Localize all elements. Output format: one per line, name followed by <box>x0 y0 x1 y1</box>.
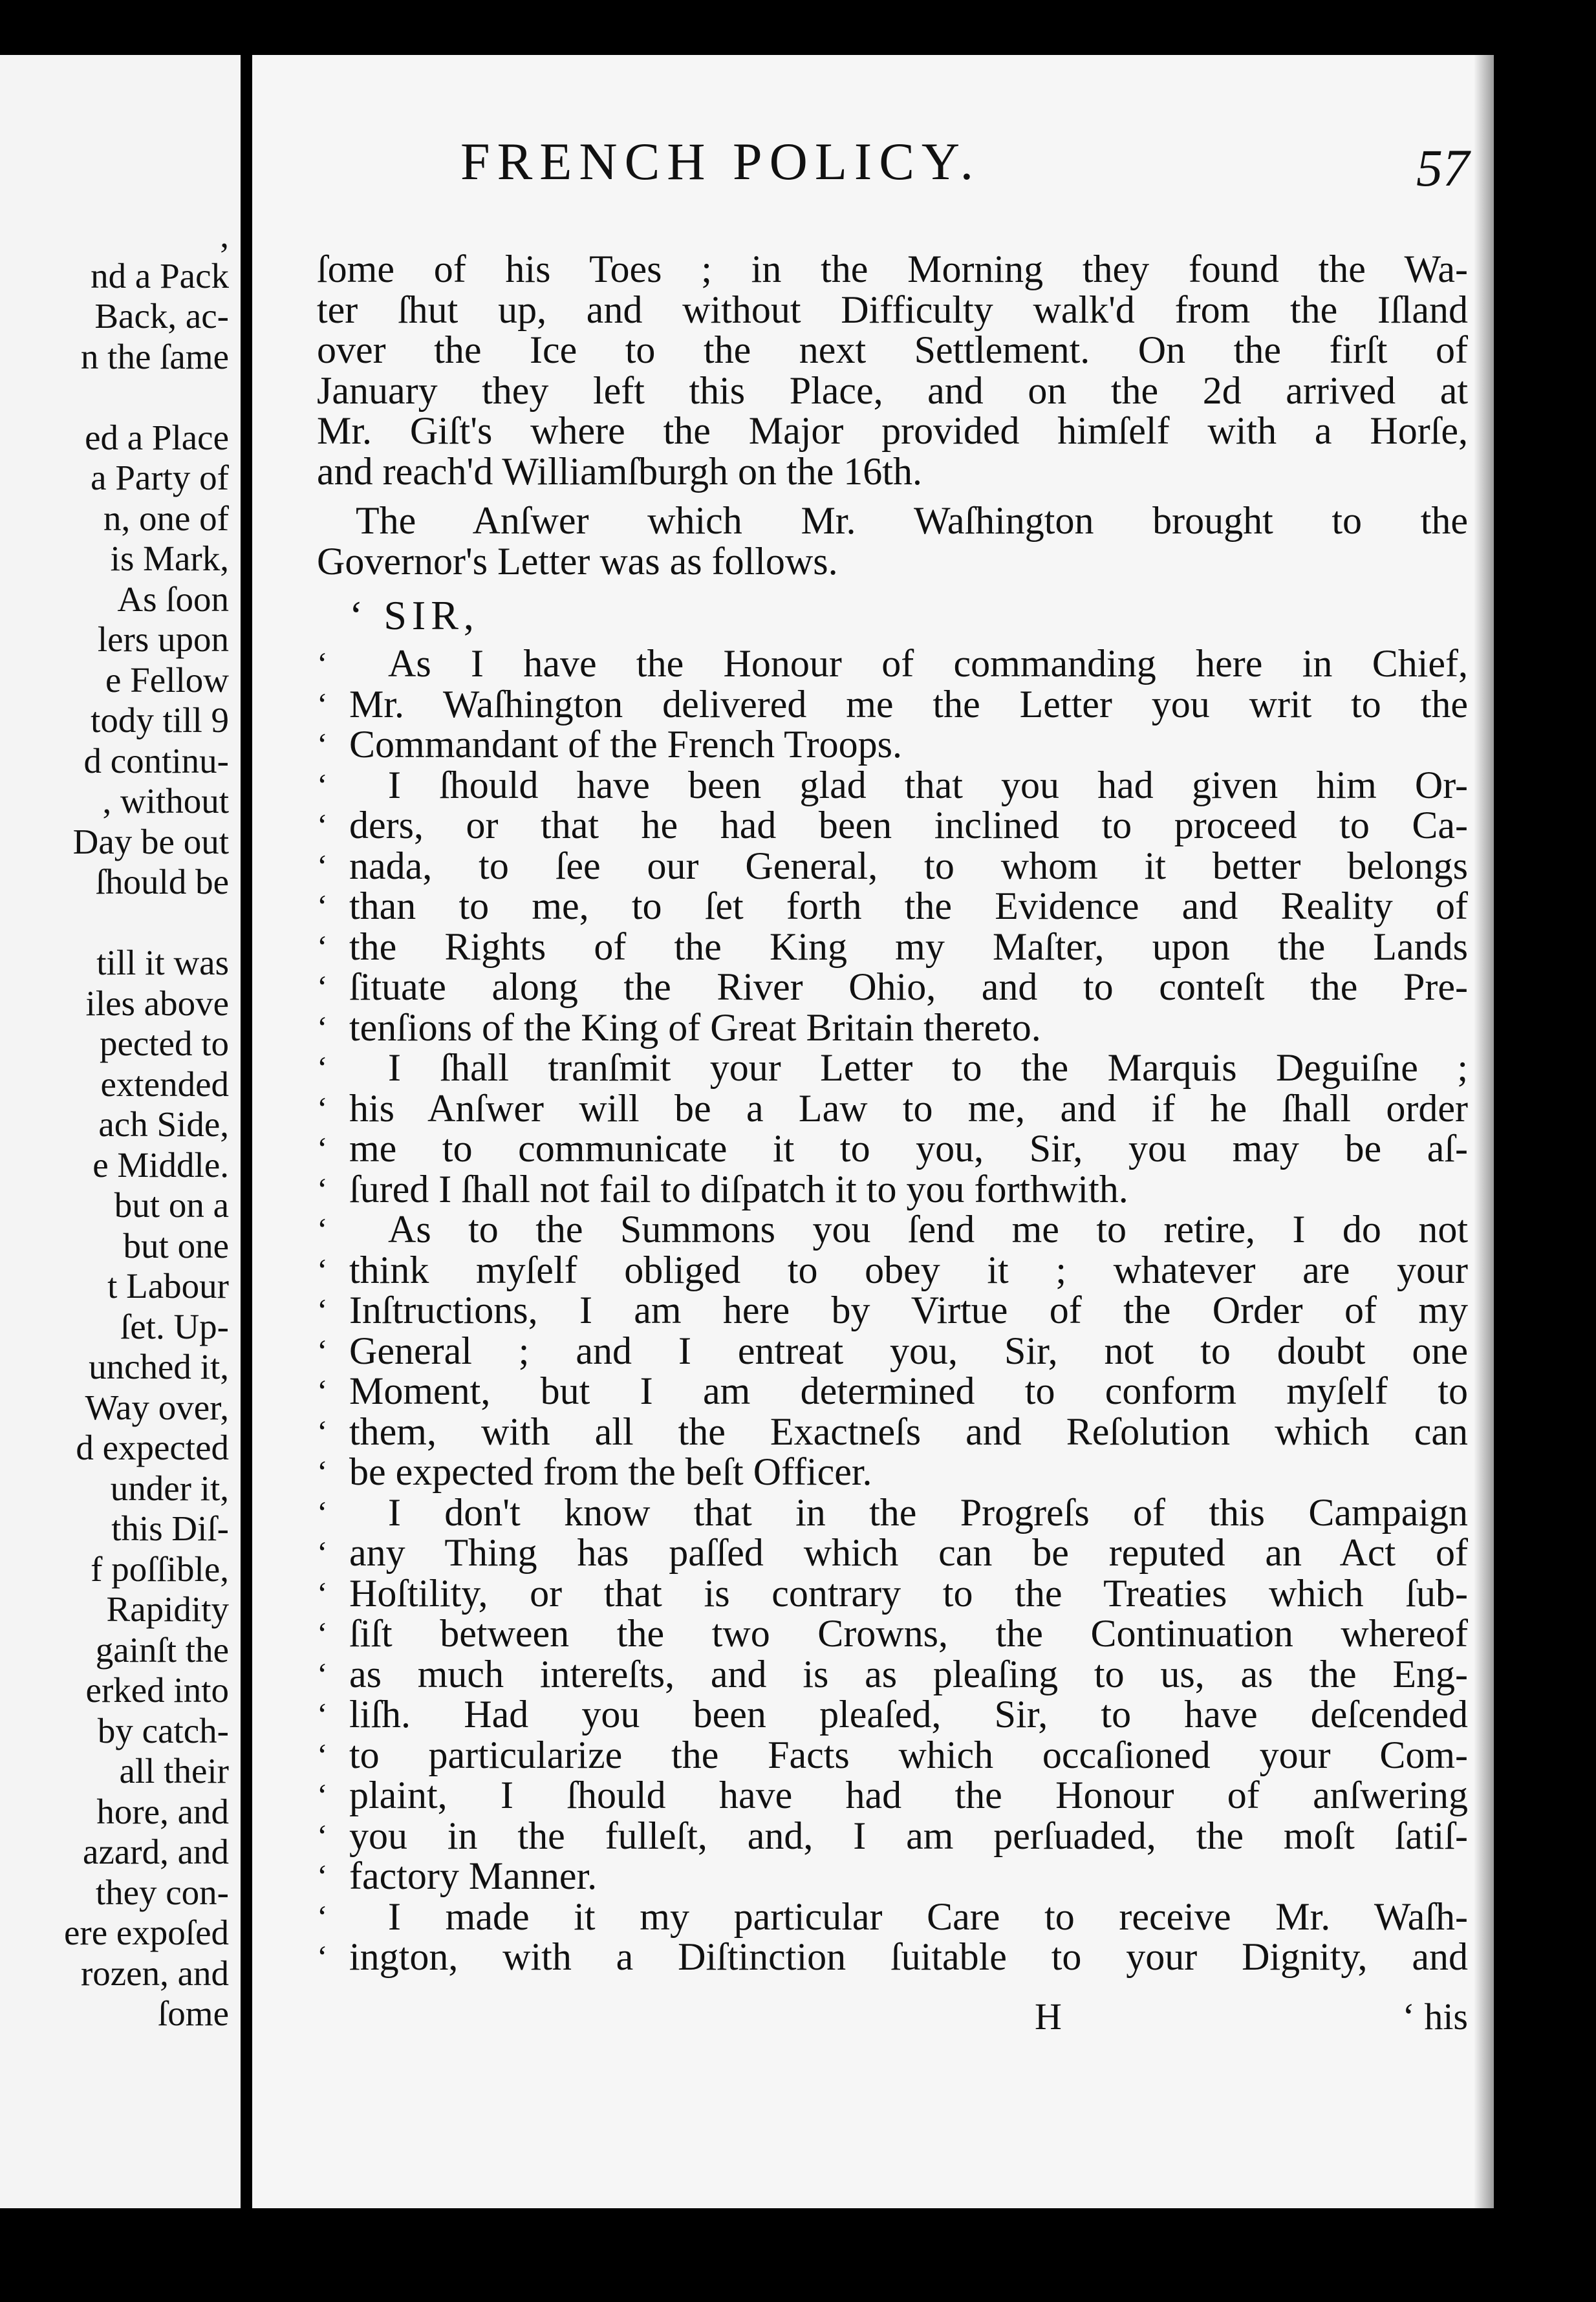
quote-mark: ‘ <box>317 969 328 1005</box>
letter-line <box>317 1128 1468 1169</box>
left-line: Back, ac- <box>94 296 229 336</box>
quote-mark: ‘ <box>317 888 328 924</box>
letter-line-text: I ſhall tranſmit your Letter to the Marquis Deguiſne ; <box>388 1046 1468 1089</box>
left-page <box>0 55 241 2208</box>
left-line: but on a <box>114 1185 229 1225</box>
quote-mark: ‘ <box>317 1292 328 1328</box>
page-text <box>317 249 1468 1977</box>
letter-line-text: than to me, to ſet forth the Evidence and Reality of <box>349 885 1468 927</box>
quote-mark: ‘ <box>317 1332 328 1369</box>
letter-line <box>317 1533 1468 1573</box>
left-line: e Middle. <box>92 1145 229 1185</box>
left-line: n, one of <box>103 498 229 538</box>
left-line: unched it, <box>89 1347 229 1386</box>
letter-line <box>317 1897 1468 1937</box>
letter-line-text: plaint, I ſhould have had the Honour of anſwering <box>349 1774 1468 1816</box>
left-line: , <box>220 215 229 255</box>
letter-line-text: Moment, but I am determined to conform myſelf to <box>349 1370 1468 1412</box>
letter-line <box>317 967 1468 1007</box>
quote-mark: ‘ <box>317 1494 328 1531</box>
left-line: , without <box>102 781 229 821</box>
left-line: nd a Pack <box>91 255 229 296</box>
left-line: d continu- <box>83 740 229 780</box>
running-head: FRENCH POLICY. <box>460 132 981 191</box>
left-line: till it was <box>96 943 229 982</box>
letter-line <box>317 846 1468 887</box>
letter-line-text: tenſions of the King of Great Britain thereto. <box>349 1006 1041 1049</box>
letter-line <box>317 1654 1468 1695</box>
letter-line <box>317 1694 1468 1735</box>
left-line: e Fellow <box>105 660 229 700</box>
letter-line <box>317 1250 1468 1291</box>
quote-mark: ‘ <box>317 1090 328 1126</box>
quote-mark: ‘ <box>317 1211 328 1247</box>
text-line: and reach'd Williamſburgh on the 16th. <box>317 449 922 493</box>
letter-line-text: Hoſtility, or that is contrary to the Treaties which ſub- <box>349 1571 1468 1615</box>
letter-line-text: his Anſwer will be a Law to me, and if he ſhall order <box>349 1086 1468 1130</box>
left-line: ſhould be <box>95 862 229 901</box>
quote-mark: ‘ <box>317 807 328 843</box>
text-line: The Anſwer which Mr. Waſhington brought to the <box>356 499 1468 542</box>
letter-line <box>317 1412 1468 1452</box>
left-line: Rapidity <box>106 1589 229 1629</box>
right-page <box>252 55 1487 2208</box>
left-line: under it, <box>110 1468 229 1508</box>
letter-line-text: I made it my particular Care to receive Mr. Waſh- <box>388 1895 1468 1938</box>
letter-line-text: ders, or that he had been inclined to proceed to Ca- <box>349 804 1468 846</box>
quote-mark: ‘ <box>317 645 328 682</box>
quote-mark: ‘ <box>317 1655 328 1692</box>
letter-line-text: Commandant of the French Troops. <box>349 723 902 766</box>
left-line: t Labour <box>107 1266 229 1306</box>
letter-line <box>317 1452 1468 1492</box>
letter-line-text: any Thing has paſſed which can be reputed an Act of <box>349 1531 1468 1574</box>
page-footer <box>317 1995 1468 2040</box>
letter-line-text: think myſelf obliged to obey it ; whatever are your <box>349 1248 1468 1291</box>
letter-line <box>317 1816 1468 1856</box>
left-line: azard, and <box>83 1832 229 1871</box>
quote-mark: ‘ <box>317 1939 328 1975</box>
left-line: all their <box>119 1751 229 1791</box>
quote-mark: ‘ <box>317 1858 328 1894</box>
letter-line-text: ſiſt between the two Crowns, the Continuation whereof <box>349 1612 1468 1655</box>
letter-line-text: ington, with a Diſtinction ſuitable to your Dignity, and <box>349 1935 1468 1978</box>
letter-line <box>317 1735 1468 1776</box>
quote-mark: ‘ <box>317 1777 328 1813</box>
page-number: 57 <box>1416 138 1469 197</box>
left-line: ed a Place <box>85 417 229 457</box>
quote-mark: ‘ <box>317 1251 328 1288</box>
letter-line <box>317 927 1468 967</box>
catchword: ‘ his <box>1402 1995 1468 2038</box>
left-page-text <box>64 215 229 2034</box>
left-line: erked into <box>85 1670 229 1710</box>
quote-mark: ‘ <box>317 1817 328 1854</box>
letter-line <box>317 1371 1468 1412</box>
page-edge-shadow <box>1474 55 1494 2208</box>
left-line: hore, and <box>96 1791 229 1831</box>
left-line: they con- <box>95 1872 229 1912</box>
letter-line-text: I don't know that in the Progreſs of this Campaign <box>388 1490 1468 1534</box>
left-line: As ſoon <box>117 579 229 619</box>
letter-line-text: to particularize the Facts which occaſioned your Com- <box>349 1733 1468 1776</box>
letter-line <box>317 1492 1468 1533</box>
letter-line <box>317 684 1468 725</box>
quote-mark: ‘ <box>317 1898 328 1935</box>
left-line: lers upon <box>97 619 229 659</box>
text-line: Governor's Letter was as follows. <box>317 539 838 583</box>
left-line <box>64 903 229 943</box>
letter-line-text: them, with all the Exactneſs and Reſolution which can <box>349 1410 1468 1453</box>
letter-line <box>317 1209 1468 1250</box>
letter-line <box>317 724 1468 765</box>
left-line: this Diſ- <box>111 1509 229 1548</box>
left-line: rozen, and <box>80 1953 229 1993</box>
letter-salutation: ‘ SIR, <box>349 592 479 638</box>
quote-mark: ‘ <box>317 1454 328 1490</box>
letter-line <box>317 1573 1468 1614</box>
quote-mark: ‘ <box>317 726 328 762</box>
left-line: a Party of <box>91 458 229 497</box>
letter-line <box>317 886 1468 927</box>
quote-mark: ‘ <box>317 1373 328 1409</box>
left-line: ere expoſed <box>64 1913 229 1952</box>
left-line: Day be out <box>72 821 229 861</box>
quote-mark: ‘ <box>317 847 328 884</box>
signature-mark: H <box>1035 1995 1062 2038</box>
letter-line-text: me to communicate it to you, Sir, you may be aſ- <box>349 1127 1468 1170</box>
left-line: is Mark, <box>110 539 229 578</box>
letter-line <box>317 1169 1468 1210</box>
letter-body <box>317 643 1468 1977</box>
letter-line-text: as much intereſts, and is as pleaſing to us, as the Eng- <box>349 1652 1468 1695</box>
left-line: Way over, <box>85 1387 229 1427</box>
letter-line-text: As to the Summons you ſend me to retire, I do not <box>388 1208 1468 1251</box>
letter-line-text: factory Manner. <box>349 1855 598 1897</box>
letter-line-text: liſh. Had you been pleaſed, Sir, to have deſcended <box>349 1693 1468 1736</box>
quote-mark: ‘ <box>317 1170 328 1207</box>
letter-line <box>317 1088 1468 1129</box>
quote-mark: ‘ <box>317 1049 328 1086</box>
text-line: Mr. Giſt's where the Major provided himſelf with a Horſe, <box>317 409 1468 452</box>
quote-mark: ‘ <box>317 1130 328 1167</box>
left-line: but one <box>123 1225 229 1265</box>
left-line: n the ſame <box>80 336 229 376</box>
letter-line-text: Mr. Waſhington delivered me the Letter you writ to the <box>349 682 1468 726</box>
left-line: ſet. Up- <box>120 1306 229 1346</box>
text-line: ſome of his Toes ; in the Morning they found the Wa- <box>317 248 1468 290</box>
left-line: f poſſible, <box>91 1549 229 1589</box>
letter-line <box>317 643 1468 684</box>
letter-line <box>317 1775 1468 1816</box>
letter-line <box>317 1856 1468 1897</box>
left-line: ſome <box>158 1994 229 2033</box>
letter-line-text: As I have the Honour of commanding here in Chief, <box>388 642 1468 685</box>
quote-mark: ‘ <box>317 928 328 965</box>
quote-mark: ‘ <box>317 1736 328 1773</box>
left-line: d expected <box>76 1428 229 1467</box>
quote-mark: ‘ <box>317 1413 328 1450</box>
letter-line <box>317 805 1468 846</box>
quote-mark: ‘ <box>317 1615 328 1651</box>
letter-line <box>317 1331 1468 1372</box>
left-line: tody till 9 <box>91 700 229 740</box>
letter-line-text: Inſtructions, I am here by Virtue of the Order of my <box>349 1289 1468 1331</box>
letter-line <box>317 1613 1468 1654</box>
left-line: gainſt the <box>95 1630 229 1670</box>
left-line: extended <box>100 1064 229 1104</box>
page-header <box>460 131 1469 202</box>
text-line: ter ſhut up, and without Difficulty walk'd from the Iſland <box>317 288 1468 331</box>
quote-mark: ‘ <box>317 685 328 722</box>
letter-line-text: you in the fulleſt, and, I am perſuaded, the moſt ſatiſ- <box>349 1814 1468 1857</box>
quote-mark: ‘ <box>317 1009 328 1046</box>
letter-line-text: I ſhould have been glad that you had given him Or- <box>388 763 1468 806</box>
letter-line <box>317 1007 1468 1048</box>
left-line: iles above <box>85 983 229 1023</box>
left-line <box>64 377 229 418</box>
quote-mark: ‘ <box>317 766 328 803</box>
letter-line <box>317 765 1468 806</box>
quote-mark: ‘ <box>317 1534 328 1571</box>
quote-mark: ‘ <box>317 1575 328 1611</box>
text-line: over the Ice to the next Settlement. On the firſt of <box>317 328 1468 371</box>
left-line: by catch- <box>97 1710 229 1750</box>
letter-line-text: General ; and I entreat you, Sir, not to doubt one <box>349 1329 1468 1372</box>
letter-line-text: be expected from the beſt Officer. <box>349 1450 872 1493</box>
left-line: pected to <box>99 1024 229 1063</box>
letter-line <box>317 1048 1468 1088</box>
left-line: ach Side, <box>98 1104 229 1144</box>
text-line: January they left this Place, and on the 2d arrived at <box>317 369 1468 412</box>
letter-line-text: ſituate along the River Ohio, and to conteſt the Pre- <box>349 965 1468 1008</box>
quote-mark: ‘ <box>317 1696 328 1732</box>
letter-line <box>317 1937 1468 1977</box>
letter-line-text: the Rights of the King my Maſter, upon the Lands <box>349 925 1468 968</box>
letter-line-text: nada, to ſee our General, to whom it better belongs <box>349 844 1468 887</box>
letter-line <box>317 1290 1468 1331</box>
letter-line-text: ſured I ſhall not fail to diſpatch it to you forthwith. <box>349 1167 1128 1210</box>
